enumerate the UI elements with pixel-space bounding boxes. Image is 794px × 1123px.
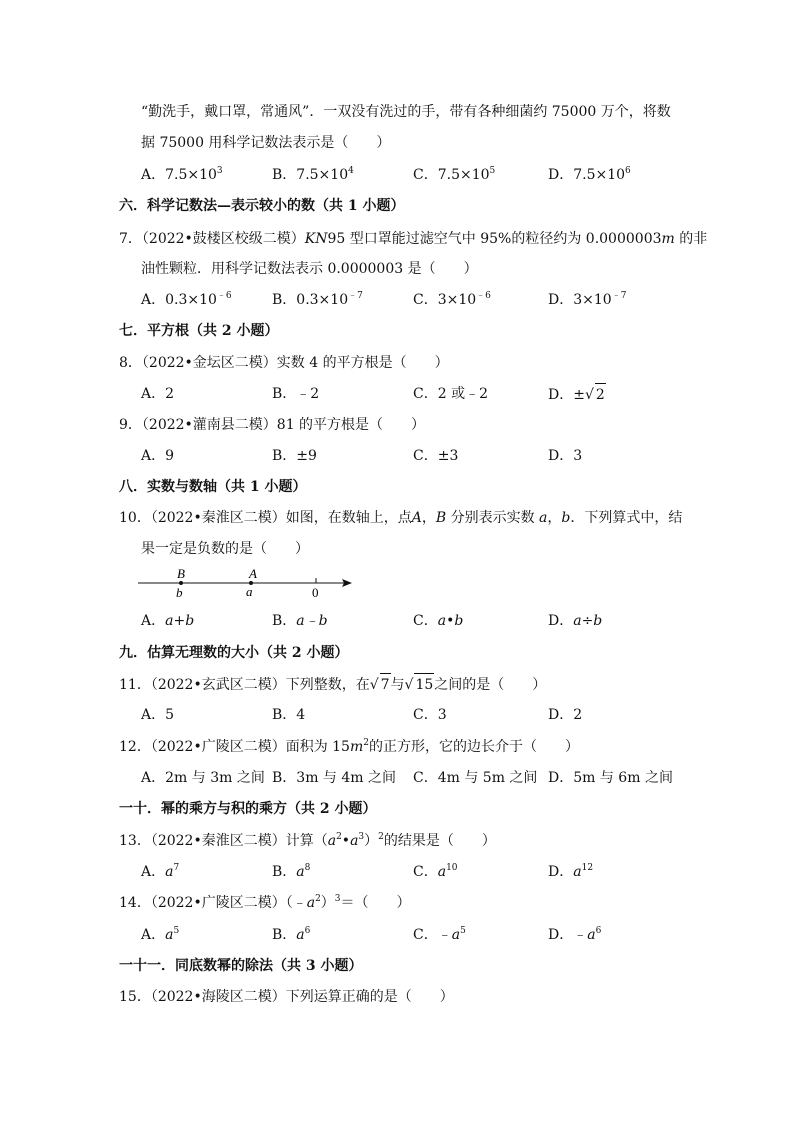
label-A: A xyxy=(249,566,257,581)
section-heading-8: 八．实数与数轴（共 1 小题） xyxy=(119,479,307,495)
q9-stem: 9．（2022•灌南县二模）81 的平方根是（ ） xyxy=(119,417,426,433)
q9-option-b: B．±9 xyxy=(272,448,317,464)
section-heading-7: 七．平方根（共 2 小题） xyxy=(119,323,279,339)
q11-option-b: B．4 xyxy=(272,707,306,723)
q13-option-b: B．$a^8$ xyxy=(272,863,311,880)
q10-option-d: D．a÷b xyxy=(548,613,603,629)
q9-option-a: A．9 xyxy=(141,448,175,464)
q13-option-a: A．$a^7$ xyxy=(141,863,180,880)
q14-stem: 14．（2022•广陵区二模）$(﹣a^2)^3=$（ ） xyxy=(119,894,411,911)
q12-option-b: B．3m 与 4m 之间 xyxy=(272,770,397,786)
q14-option-a: A．$a^5$ xyxy=(141,926,180,943)
label-zero: 0 xyxy=(312,585,319,600)
q13-stem: 13．（2022•秦淮区二模）计算$(a^2•a^3)^2$的结果是（ ） xyxy=(119,832,496,849)
sqrt-symbol: √ 15 xyxy=(405,673,435,696)
q15-stem: 15．（2022•海陵区二模）下列运算正确的是（ ） xyxy=(119,989,454,1005)
q14-option-c: C．$﹣a^5$ xyxy=(413,926,466,943)
q9-option-c: C．±3 xyxy=(413,448,459,464)
q7-stem-line1: 7．（2022•鼓楼区校级二模）KN95 型口罩能过滤空气中 95%的粒径约为 0.0000003m 的非 xyxy=(119,231,708,247)
q10-stem-line1: 10．（2022•秦淮区二模）如图，在数轴上，点A，B 分别表示实数 a，b．下列算式中，结 xyxy=(119,510,683,526)
q8-option-c: C．2 或﹣2 xyxy=(413,386,488,402)
q13-option-c: C．$a^{10}$ xyxy=(413,863,458,880)
section-heading-10: 一十．幂的乘方与积的乘方（共 2 小题） xyxy=(119,801,377,817)
q9-option-d: D．3 xyxy=(548,448,583,464)
q6-option-b: B．$7.5\times 10^4$ xyxy=(272,166,354,183)
q11-option-a: A．5 xyxy=(141,707,175,723)
q12-option-c: C．4m 与 5m 之间 xyxy=(413,770,538,786)
q7-option-d: D．$3\times 10^{﹣7}$ xyxy=(548,291,627,308)
sqrt-symbol: √ 7 xyxy=(370,673,391,696)
q11-option-d: D．2 xyxy=(548,707,583,723)
q10-stem-line2: 果一定是负数的是（ ） xyxy=(141,541,309,557)
q12-option-a: A．2m 与 3m 之间 xyxy=(141,770,265,786)
q12-stem: 12．（2022•广陵区二模）面积为 $15m^2$的正方形，它的边长介于（ ） xyxy=(119,738,579,755)
q6-option-c: C．$7.5\times 10^5$ xyxy=(413,166,496,183)
q8-option-b: B．﹣2 xyxy=(272,386,320,402)
label-a: a xyxy=(246,584,253,599)
q14-option-d: D．$﹣a^6$ xyxy=(548,926,602,943)
number-line-figure xyxy=(136,566,356,600)
label-B: B xyxy=(177,566,185,581)
q6-stem-line1: “勤洗手，戴口罩，常通风”．一双没有洗过的手，带有各种细菌约 75000 万个，将数 xyxy=(141,104,671,120)
q8-option-a: A．2 xyxy=(141,386,175,402)
q10-option-b: B．a﹣b xyxy=(272,613,328,629)
section-heading-6: 六．科学记数法—表示较小的数（共 1 小题） xyxy=(119,198,405,214)
q12-option-d: D．5m 与 6m 之间 xyxy=(548,770,673,786)
q8-stem: 8．（2022•金坛区二模）实数 4 的平方根是（ ） xyxy=(119,355,449,371)
section-heading-9: 九．估算无理数的大小（共 2 小题） xyxy=(119,645,349,661)
q14-option-b: B．$a^6$ xyxy=(272,926,311,943)
q11-option-c: C．3 xyxy=(413,707,447,723)
q6-option-d: D．$7.5\times 10^6$ xyxy=(548,166,631,183)
q7-option-a: A．$0.3\times 10^{﹣6}$ xyxy=(141,291,232,308)
q7-option-b: B．$0.3\times 10^{﹣7}$ xyxy=(272,291,363,308)
q6-option-a: A．$7.5\times 10^3$ xyxy=(141,166,223,183)
q10-option-a: A．a+b xyxy=(141,613,195,629)
q8-option-d: D．±√ 2 xyxy=(548,383,606,406)
q11-stem: 11．（2022•玄武区二模）下列整数，在√ 7与√ 15之间的是（ ） xyxy=(119,673,546,696)
q10-option-c: C．a•b xyxy=(413,613,464,629)
q7-option-c: C．$3\times 10^{﹣6}$ xyxy=(413,291,491,308)
sqrt-symbol: √ 2 xyxy=(585,383,606,406)
q7-stem-line2: 油性颗粒．用科学记数法表示 0.0000003 是（ ） xyxy=(141,261,478,277)
q6-stem-line2: 据 75000 用科学记数法表示是（ ） xyxy=(141,135,391,151)
section-heading-11: 一十一．同底数幂的除法（共 3 小题） xyxy=(119,958,363,974)
label-b: b xyxy=(176,585,183,600)
q13-option-d: D．$a^{12}$ xyxy=(548,863,594,880)
